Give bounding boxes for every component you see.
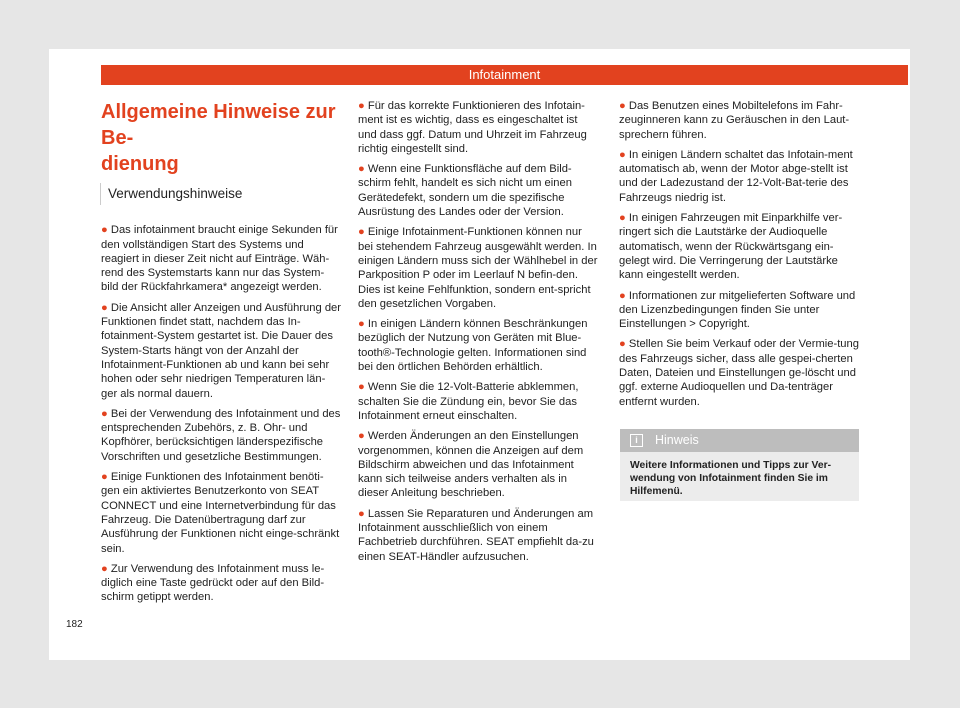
hinweis-body: Weitere Informationen und Tipps zur Ver-wendung von Infotainment finden Sie im Hilfemenü. <box>630 460 832 497</box>
bullet-icon: ● <box>358 226 368 239</box>
column-3-list <box>619 99 859 409</box>
manual-page <box>49 49 910 660</box>
bullet-text: Wenn Sie die 12-Volt-Batterie abklemmen, schalten Sie die Zündung ein, bevor Sie das Infotainment erneut einschalten. <box>358 381 579 422</box>
bullet-paragraph <box>358 317 598 374</box>
bullet-text: Lassen Sie Reparaturen und Änderungen am Infotainment ausschließlich von einem Fachbetrieb durchführen. SEAT empfiehlt da-zu einen SEAT-Händler aufzusuchen. <box>358 507 594 563</box>
bullet-paragraph <box>619 99 859 142</box>
bullet-text: Einige Infotainment-Funktionen können nur bei stehendem Fahrzeug ausgewählt werden. In einigen Ländern muss sich der Wählhebel in der Parkposition P oder im Leerlauf N befin-den. Dies ist keine Fehlfunktion, sondern ent-spricht den gesetzlichen Vorgaben. <box>358 226 598 310</box>
bullet-icon: ● <box>358 507 368 520</box>
bullet-text: Für das korrekte Funktionieren des Infotain-ment ist es wichtig, dass es eingeschaltet ist und dass ggf. Datum und Uhrzeit im Fahrzeug richtig eingestellt sind. <box>358 100 587 155</box>
hinweis-title: Hinweis <box>655 433 699 447</box>
bullet-icon: ● <box>358 318 368 331</box>
bullet-icon: ● <box>619 289 629 302</box>
bullet-text: In einigen Ländern schaltet das Infotain-ment automatisch ab, wenn der Motor abge-stellt ist und der Ladezustand der 12-Volt-Bat-terie des Fahrzeugs niedrig ist. <box>619 148 853 204</box>
bullet-icon: ● <box>101 562 111 575</box>
bullet-icon: ● <box>358 163 368 176</box>
bullet-text: Zur Verwendung des Infotainment muss le-diglich eine Taste gedrückt oder auf den Bild-schirm getippt werden. <box>101 562 325 604</box>
section-title <box>101 99 341 177</box>
bullet-paragraph <box>619 337 859 408</box>
bullet-text: Werden Änderungen an den Einstellungen vorgenommen, können die Anzeigen auf dem Bildschirm abweichen und das Infotainment kann sich teilweise anders verhalten als in dieser Anleitung beschrieben. <box>358 430 584 500</box>
bullet-icon: ● <box>101 407 111 420</box>
bullet-paragraph <box>358 429 598 500</box>
info-icon: i <box>630 434 643 447</box>
chapter-title: Infotainment <box>468 67 541 82</box>
bullet-icon: ● <box>619 338 629 351</box>
bullet-paragraph <box>101 223 341 294</box>
column-2 <box>358 99 598 570</box>
bullet-paragraph <box>101 470 341 556</box>
bullet-paragraph <box>101 301 341 401</box>
bullet-text: Einige Funktionen des Infotainment benöti-gen ein aktiviertes Benutzerkonto von SEAT CONNECT und eine Internetverbindung für das Fahrzeug. Die Datenübertragung darf zur Ausführung der Funktionen nicht einge-schränkt sein. <box>101 471 340 555</box>
column-1 <box>101 99 341 611</box>
bullet-text: Stellen Sie beim Verkauf oder der Vermie-tung des Fahrzeugs sicher, dass alle gespei-cherten Daten, Dateien und Einstellungen ge-löscht und ggf. externe Audioquellen und Da-tenträger entfernt wurden. <box>619 338 859 408</box>
bullet-paragraph <box>358 380 598 423</box>
bullet-paragraph <box>101 407 341 464</box>
bullet-text: Bei der Verwendung des Infotainment und des entsprechenden Zubehörs, z. B. Ohr- und Kopfhörer, berücksichtigen länderspezifische Vorschriften und gesetzliche Bestimmungen. <box>101 407 341 463</box>
bullet-text: Die Ansicht aller Anzeigen und Ausführung der Funktionen findet statt, nachdem das In-fotainment-System gestartet ist. Die Dauer des System-Starts hängt von der Anzahl der Infotainment-Funktionen ab und kann bei sehr hohen oder sehr niedrigen Temperaturen län-ger als normal dauern. <box>101 301 341 400</box>
bullet-paragraph <box>358 162 598 219</box>
bullet-icon: ● <box>358 381 368 394</box>
column-1-list <box>101 223 341 604</box>
bullet-paragraph <box>619 211 859 282</box>
bullet-paragraph <box>358 507 598 564</box>
hinweis-box <box>620 429 859 501</box>
section-title-line1: Allgemeine Hinweise zur Be- <box>101 101 336 149</box>
bullet-text: Das infotainment braucht einige Sekunden für den vollständigen Start des Systems und reagiert in dieser Zeit nicht auf Einträge. Wäh-rend des Systemstarts kann nur das System-bild der Rückfahrkamera* angezeigt werden. <box>101 224 338 294</box>
bullet-text: Das Benutzen eines Mobiltelefons im Fahr-zeuginneren kann zu Geräuschen in den Laut-sprechern führen. <box>619 100 850 141</box>
bullet-paragraph <box>358 99 598 156</box>
bullet-icon: ● <box>619 148 629 161</box>
bullet-icon: ● <box>619 100 629 112</box>
bullet-icon: ● <box>101 224 111 237</box>
bullet-icon: ● <box>358 100 368 112</box>
bullet-paragraph <box>358 225 598 311</box>
bullet-paragraph <box>619 148 859 205</box>
bullet-text: In einigen Ländern können Beschränkungen bezüglich der Nutzung von Geräten mit Blue-tooth®-Technologie gelten. Informationen sind bei den örtlichen Behörden erhältlich. <box>358 318 588 374</box>
bullet-text: Wenn eine Funktionsfläche auf dem Bild-schirm fehlt, handelt es sich nicht um einen Gerätedefekt, sondern um die spezifische Ausrüstung des Landes oder der Version. <box>358 163 572 219</box>
hinweis-header <box>620 429 859 452</box>
section-subtitle: Verwendungshinweise <box>101 187 341 201</box>
page-number: 182 <box>66 619 83 630</box>
bullet-icon: ● <box>101 301 111 314</box>
bullet-paragraph <box>101 562 341 605</box>
bullet-icon: ● <box>101 471 111 484</box>
bullet-icon: ● <box>619 212 629 225</box>
bullet-text: Informationen zur mitgelieferten Software und den Lizenzbedingungen finden Sie unter Einstellungen > Copyright. <box>619 289 856 331</box>
section-title-line2: dienung <box>101 153 179 175</box>
bullet-text: In einigen Fahrzeugen mit Einparkhilfe ver-ringert sich die Lautstärke der Audioquelle automatisch, wenn der Rückwärtsgang ein-gelegt wird. Die Verringerung der Lautstärke kann eingestellt werden. <box>619 212 843 282</box>
chapter-header <box>101 65 908 85</box>
column-2-list <box>358 99 598 564</box>
bullet-paragraph <box>619 289 859 332</box>
bullet-icon: ● <box>358 430 368 443</box>
column-3 <box>619 99 859 415</box>
